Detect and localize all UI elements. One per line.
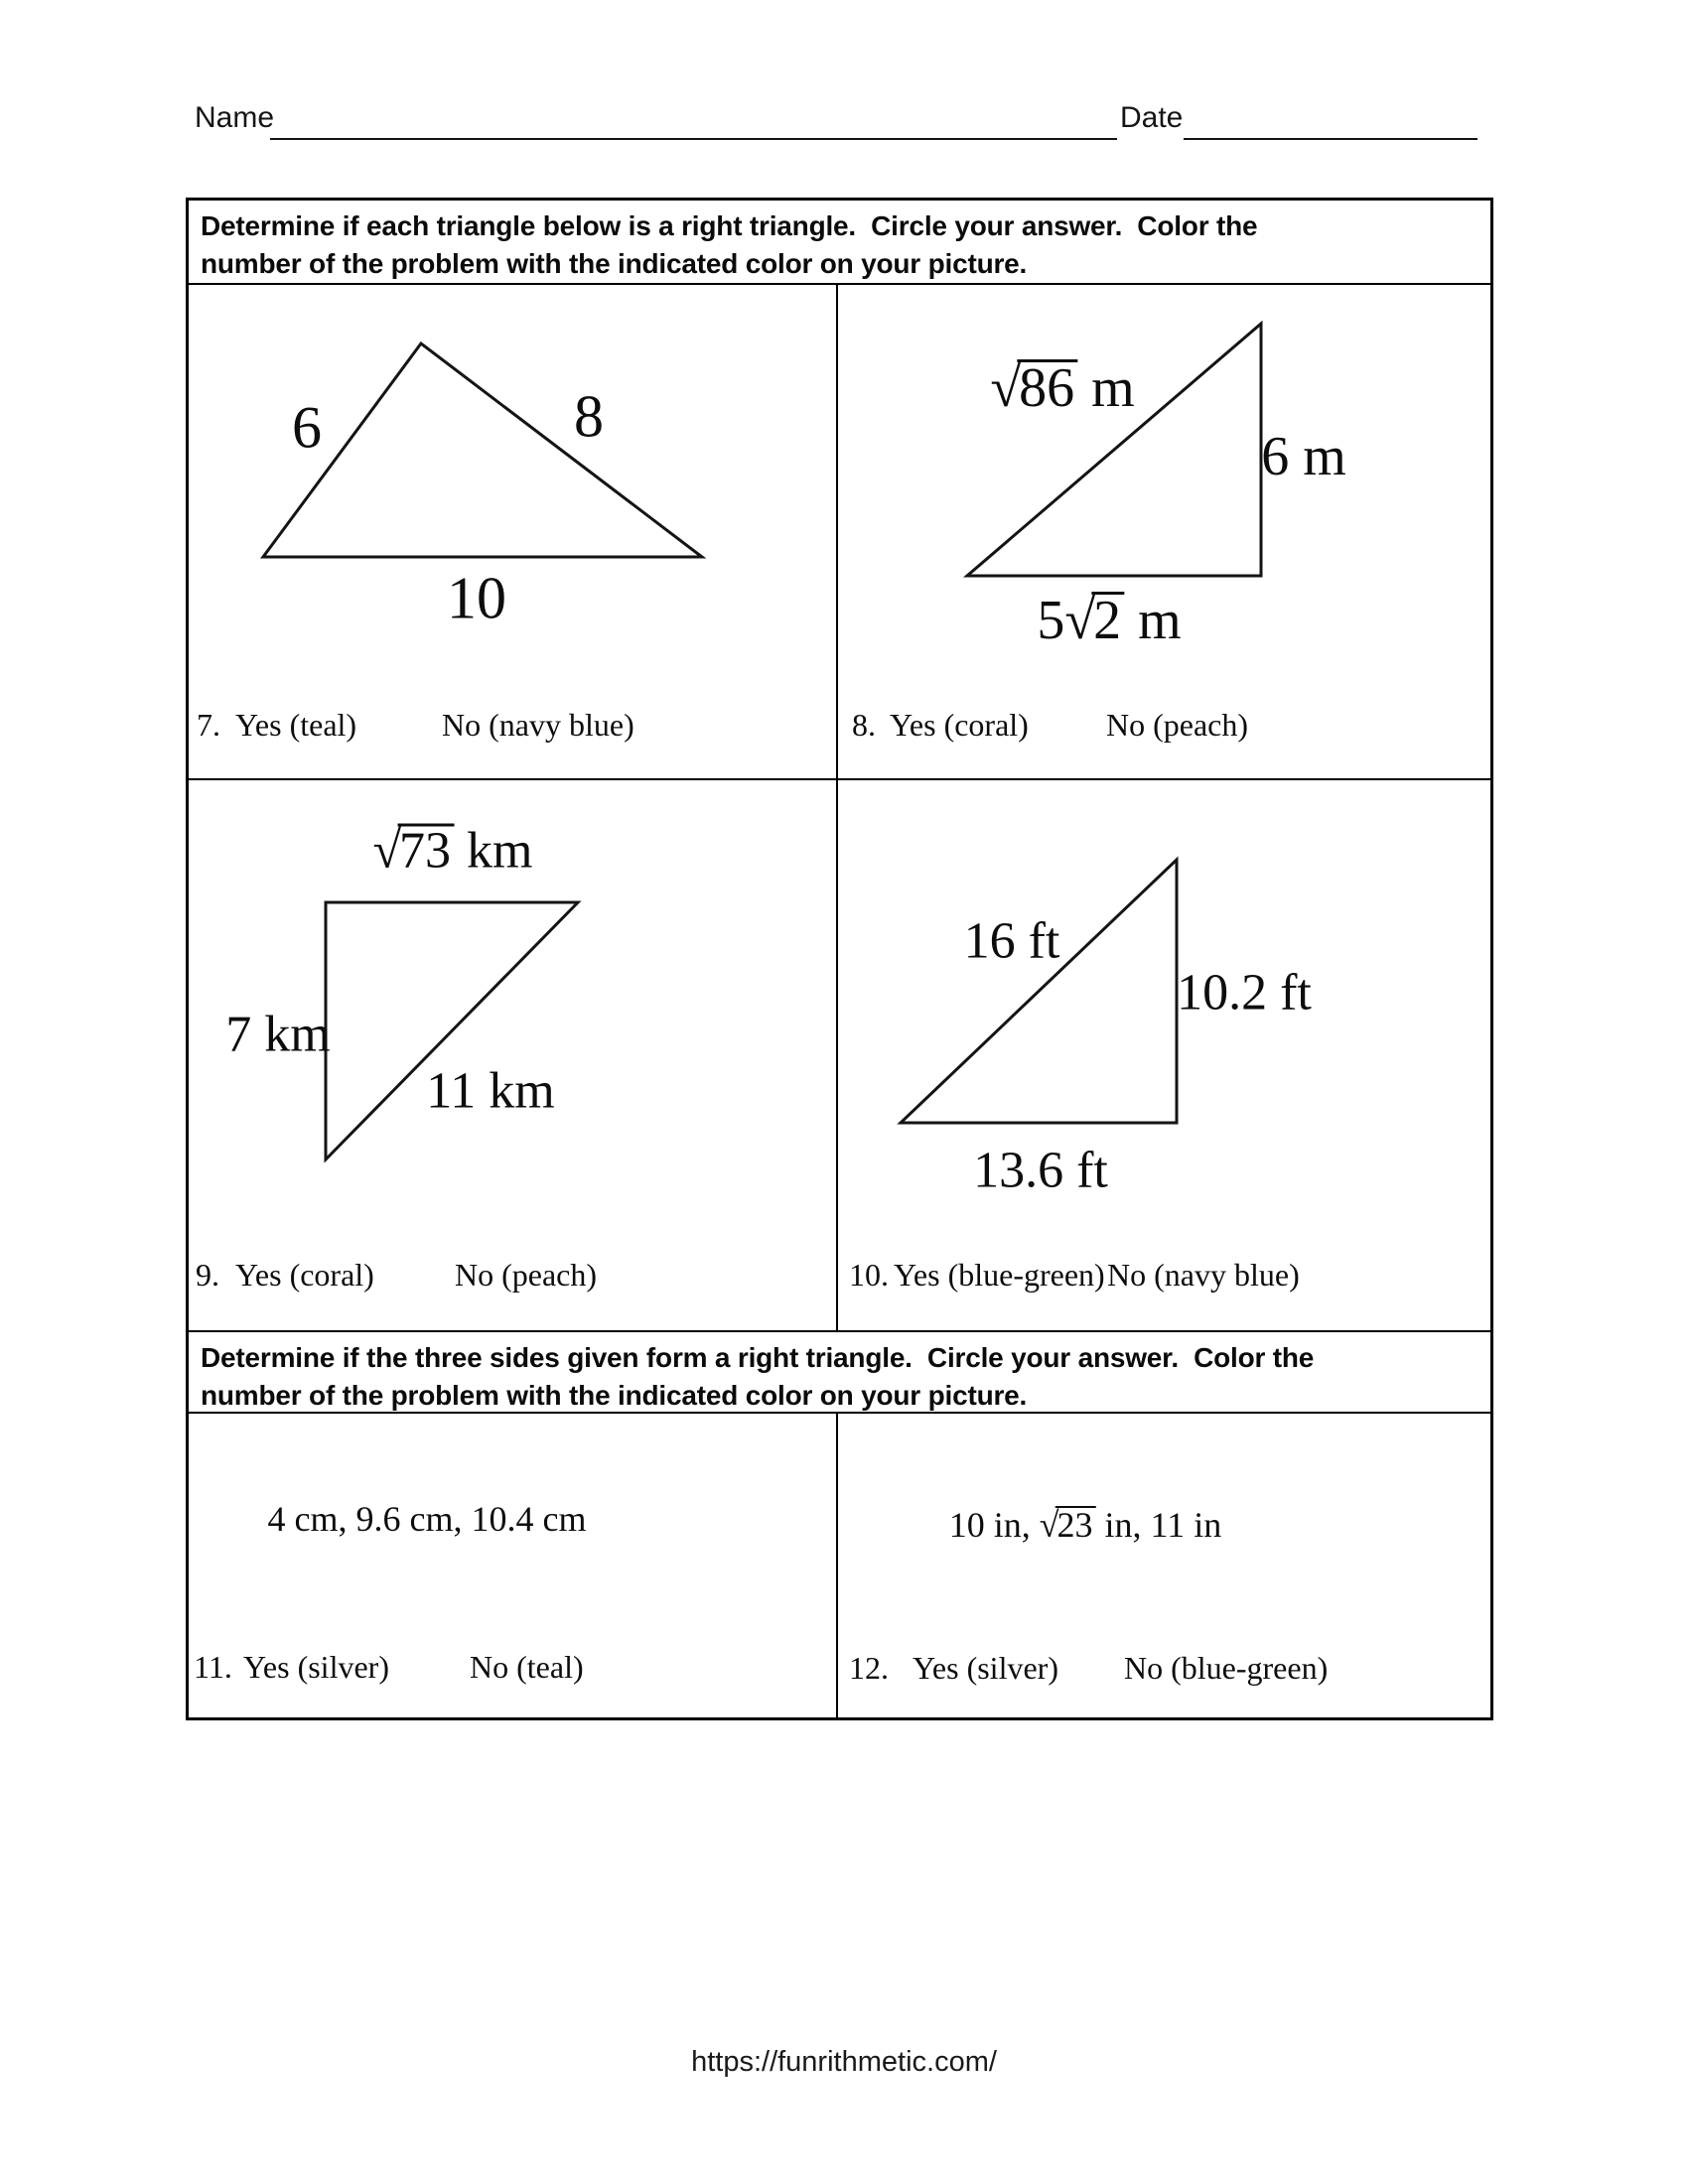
triangle-7-figure — [189, 285, 836, 778]
problem-cell-8 — [838, 285, 1496, 778]
answer-yes[interactable]: Yes (silver) — [243, 1649, 389, 1685]
name-label: Name — [195, 101, 275, 134]
sqrt-icon: √ — [372, 822, 402, 880]
answer-yes[interactable]: Yes (silver) — [913, 1650, 1058, 1686]
answer-yes[interactable]: Yes (blue-green) — [894, 1257, 1105, 1293]
side-label: 10 — [447, 565, 506, 631]
answer-number: 9. — [196, 1257, 219, 1293]
answer-no[interactable]: No (teal) — [470, 1649, 584, 1685]
triangle-10-figure — [838, 780, 1493, 1330]
problem-cell-7 — [189, 285, 836, 778]
answer-no[interactable]: No (navy blue) — [442, 707, 634, 743]
side-label: 16 ft — [963, 912, 1060, 970]
answer-yes[interactable]: Yes (coral) — [235, 1257, 374, 1293]
triangle-8-figure — [838, 285, 1493, 778]
side-label: √73 km — [372, 822, 533, 880]
instruction-line: number of the problem with the indicated color on your picture. — [201, 248, 1028, 279]
answer-number: 12. — [849, 1650, 889, 1686]
sqrt-icon: √ — [1064, 590, 1096, 651]
instruction-line: Determine if each triangle below is a right triangle. Circle your answer. Color the — [201, 210, 1258, 241]
problem-cell-11 — [189, 1414, 836, 1717]
footer-url[interactable]: https://funrithmetic.com/ — [691, 2046, 997, 2078]
answer-no[interactable]: No (peach) — [1106, 707, 1249, 743]
answer-number: 7. — [197, 707, 220, 743]
sides-text: 10 in, √23 in, 11 in — [948, 1505, 1222, 1545]
side-label: 6 m — [1261, 426, 1346, 487]
problem-cell-12 — [838, 1414, 1496, 1717]
answer-number: 8. — [852, 707, 876, 743]
name-blank-line[interactable] — [270, 138, 1117, 140]
side-label: 10.2 ft — [1177, 964, 1312, 1022]
side-label: √86 m — [990, 357, 1135, 419]
answer-yes[interactable]: Yes (teal) — [235, 707, 357, 743]
instruction-box-1 — [189, 201, 1490, 283]
sqrt-icon: √ — [1039, 1505, 1059, 1545]
answer-yes[interactable]: Yes (coral) — [890, 707, 1029, 743]
side-label: 11 km — [426, 1062, 555, 1120]
side-label: 7 km — [225, 1006, 331, 1063]
instruction-line: Determine if the three sides given form a right triangle. Circle your answer. Color the — [201, 1342, 1315, 1373]
answer-number: 10. — [849, 1257, 889, 1293]
side-label: 5√2 m — [1037, 590, 1182, 651]
sides-text: 4 cm, 9.6 cm, 10.4 cm — [267, 1499, 587, 1539]
side-label: 13.6 ft — [973, 1142, 1108, 1199]
instruction-box-2 — [189, 1332, 1490, 1415]
side-label: 8 — [574, 383, 604, 450]
date-label: Date — [1120, 101, 1184, 134]
date-blank-line[interactable] — [1184, 138, 1477, 140]
worksheet-table — [186, 198, 1493, 1720]
sqrt-icon: √ — [990, 357, 1022, 419]
answer-no[interactable]: No (peach) — [455, 1257, 598, 1293]
problem-cell-9 — [189, 780, 836, 1330]
answer-number: 11. — [194, 1649, 232, 1685]
side-label: 6 — [292, 394, 322, 461]
problem-cell-10 — [838, 780, 1496, 1330]
instruction-line: number of the problem with the indicated color on your picture. — [201, 1380, 1028, 1411]
answer-no[interactable]: No (navy blue) — [1107, 1257, 1300, 1293]
answer-no[interactable]: No (blue-green) — [1124, 1650, 1329, 1686]
